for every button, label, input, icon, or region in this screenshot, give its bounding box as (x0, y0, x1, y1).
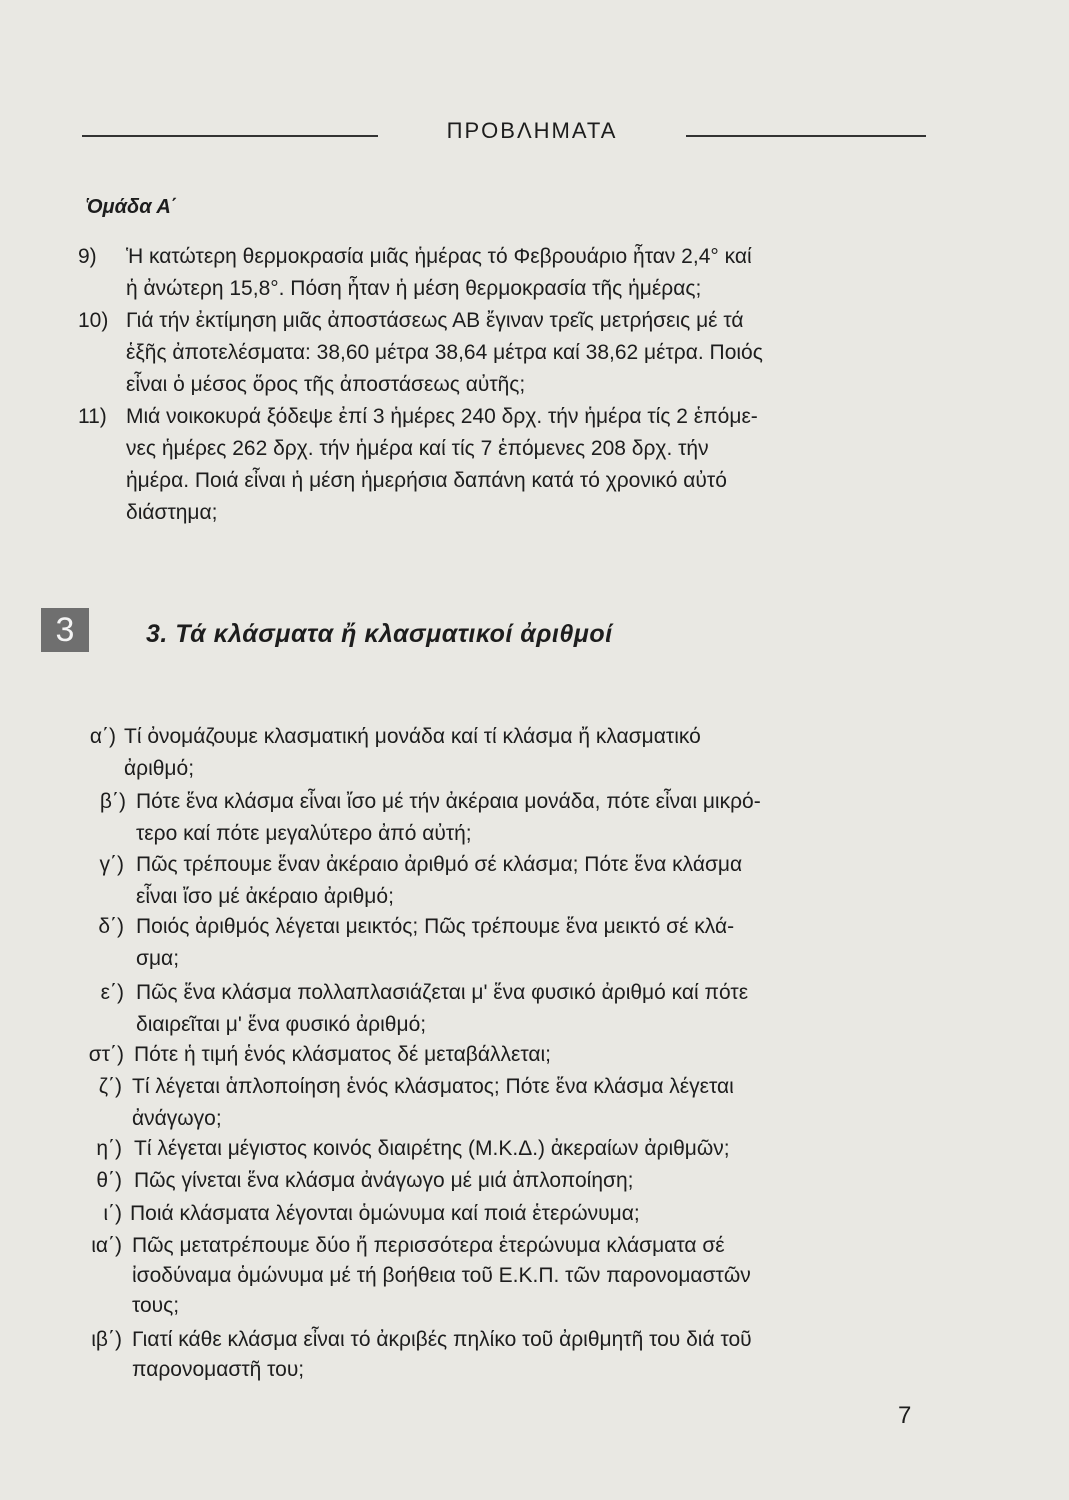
question-line: παρονομαστῆ του; (132, 1358, 305, 1381)
problem-line: Μιά νοικοκυρά ξόδεψε ἐπί 3 ἡμέρες 240 δρχ. τήν ἡμέρα τίς 2 ἑπόμε- (126, 405, 758, 428)
question-line: τερο καί πότε μεγαλύτερο ἀπό αὐτή; (136, 822, 472, 845)
problem-number: 11) (78, 405, 107, 428)
problem-line: νες ἡμέρες 262 δρχ. τήν ἡμέρα καί τίς 7 ἑπόμενες 208 δρχ. τήν (126, 437, 709, 460)
question-label: θ΄) (96, 1169, 122, 1192)
problem-line: ἡ ἀνώτερη 15,8°. Πόση ἦταν ἡ μέση θερμοκρασία τῆς ἡμέρας; (126, 277, 702, 300)
problem-line: Γιά τήν ἐκτίμηση μιᾶς ἀποστάσεως ΑΒ ἔγιναν τρεῖς μετρήσεις μέ τά (126, 309, 744, 332)
problem-line: Ἡ κατώτερη θερμοκρασία μιᾶς ἡμέρας τό Φεβρουάριο ἦταν 2,4° καί (126, 245, 752, 268)
problem-line: ἑξῆς ἀποτελέσματα: 38,60 μέτρα 38,64 μέτρα καί 38,62 μέτρα. Ποιός (126, 341, 763, 364)
problem-line: εἶναι ὁ μέσος ὅρος τῆς ἀποστάσεως αὐτῆς; (126, 373, 526, 396)
question-label: ια΄) (91, 1234, 122, 1257)
question-line: ἀνάγωγο; (132, 1107, 222, 1130)
page-header (82, 118, 926, 150)
group-label: Ὁμάδα Α΄ (86, 196, 178, 218)
question-label: στ΄) (88, 1043, 124, 1066)
question-line: Τί λέγεται ἁπλοποίηση ἑνός κλάσματος; Πότε ἕνα κλάσμα λέγεται (132, 1075, 734, 1098)
question-line: Πῶς γίνεται ἕνα κλάσμα ἀνάγωγο μέ μιά ἁπλοποίηση; (134, 1169, 634, 1192)
question-line: διαιρεῖται μ' ἕνα φυσικό ἀριθμό; (136, 1013, 427, 1036)
question-label: γ΄) (99, 853, 124, 876)
question-line: εἶναι ἴσο μέ ἀκέραιο ἀριθμό; (136, 885, 394, 908)
question-line: Ποιός ἀριθμός λέγεται μεικτός; Πῶς τρέπουμε ἕνα μεικτό σέ κλά- (136, 915, 735, 938)
header-rule-left (82, 135, 378, 137)
question-label: α΄) (89, 725, 116, 748)
section-number-badge: 3 (41, 608, 89, 652)
problem-line: ἡμέρα. Ποιά εἶναι ἡ μέση ἡμερήσια δαπάνη κατά τό χρονικό αὐτό (126, 469, 727, 492)
question-line: ἰσοδύναμα ὁμώνυμα μέ τή βοήθεια τοῦ Ε.Κ.Π. τῶν παρονομαστῶν (132, 1264, 751, 1287)
question-line: Πότε ἡ τιμή ἑνός κλάσματος δέ μεταβάλλεται; (134, 1043, 551, 1066)
question-label: ιβ΄) (91, 1328, 122, 1351)
question-line: Πῶς ἕνα κλάσμα πολλαπλασιάζεται μ' ἕνα φυσικό ἀριθμό καί πότε (136, 981, 749, 1004)
question-label: δ΄) (98, 915, 124, 938)
problem-number: 9) (78, 245, 97, 268)
section-title: 3. Τά κλάσματα ἤ κλασματικοί ἀριθμοί (146, 620, 613, 648)
question-line: ἀριθμό; (124, 757, 195, 780)
header-title: ΠΡΟΒΛΗΜΑΤΑ (446, 118, 618, 143)
question-line: Πῶς τρέπουμε ἕναν ἀκέραιο ἀριθμό σέ κλάσμα; Πότε ἕνα κλάσμα (136, 853, 743, 876)
question-line: Πότε ἕνα κλάσμα εἶναι ἴσο μέ τήν ἀκέραια μονάδα, πότε εἶναι μικρό- (136, 790, 761, 813)
question-line: Γιατί κάθε κλάσμα εἶναι τό ἀκριβές πηλίκο τοῦ ἀριθμητῆ του διά τοῦ (132, 1328, 752, 1351)
question-label: η΄) (96, 1137, 122, 1160)
question-label: ε΄) (100, 981, 124, 1004)
problem-number: 10) (78, 309, 109, 332)
question-label: ζ΄) (98, 1075, 122, 1098)
question-line: Ποιά κλάσματα λέγονται ὁμώνυμα καί ποιά ἑτερώνυμα; (130, 1202, 640, 1225)
question-line: τους; (132, 1294, 180, 1317)
page-number: 7 (898, 1402, 912, 1429)
question-label: β΄) (99, 790, 126, 813)
question-line: Πῶς μετατρέπουμε δύο ἤ περισσότερα ἑτερώνυμα κλάσματα σέ (132, 1234, 725, 1257)
header-rule-right (686, 135, 926, 137)
question-line: Τί ὀνομάζουμε κλασματική μονάδα καί τί κλάσμα ἤ κλασματικό (124, 725, 701, 748)
question-label: ι΄) (103, 1202, 122, 1225)
problem-line: διάστημα; (126, 501, 218, 524)
question-line: σμα; (136, 947, 180, 970)
question-line: Τί λέγεται μέγιστος κοινός διαιρέτης (Μ.Κ.Δ.) ἀκεραίων ἀριθμῶν; (134, 1137, 730, 1160)
